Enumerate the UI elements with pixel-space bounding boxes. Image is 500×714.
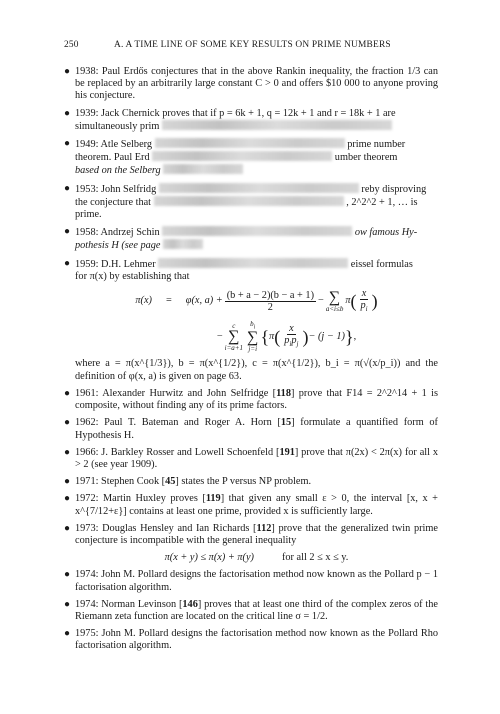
bullet-icon: ● — [64, 66, 71, 77]
citation: 15 — [280, 417, 292, 429]
formula-condition: for all 2 ≤ x ≤ y. — [281, 552, 349, 564]
redacted-block — [163, 164, 243, 174]
timeline-entry-1972 — [64, 493, 438, 517]
inequality-formula — [75, 552, 438, 564]
running-title: A. A TIME LINE OF SOME KEY RESULTS ON PRIME NUMBERS — [114, 40, 391, 50]
bullet-icon: ● — [64, 522, 71, 534]
citation: 191 — [279, 446, 295, 458]
entry-text: 1971: Stephen Cook [ — [75, 476, 166, 488]
citation: 45 — [165, 476, 176, 488]
entry-text: 1938: Paul Erdős conjectures that in the above Rankin inequality, the fraction 1/3 can be replaced by an arbitrarily large constant C > 0 and offers $10 000 to anyone proving his conjecture. — [75, 66, 438, 102]
redacted-block — [159, 183, 359, 193]
entry-text: 1961: Alexander Hurwitz and John Selfridge [ — [75, 387, 277, 399]
entry-text: prime. — [75, 209, 102, 221]
bullet-icon: ● — [64, 107, 71, 119]
timeline-entry-1961 — [64, 388, 438, 412]
redacted-block — [162, 226, 352, 236]
timeline-entry-1974-levinson — [64, 599, 438, 623]
bullet-icon: ● — [64, 628, 71, 640]
bullet-icon: ● — [64, 138, 71, 150]
timeline-entry-1959 — [64, 258, 438, 383]
bullet-icon: ● — [64, 598, 71, 610]
entry-text: ] prove that F14 = 2^2^14 + 1 is composite, without finding any of its prime factors. — [75, 387, 438, 412]
entry-text: 1974: Norman Levinson [ — [75, 598, 183, 610]
timeline-entry-1949 — [64, 138, 438, 178]
redacted-block — [162, 120, 392, 130]
timeline-entry-1953 — [64, 183, 438, 222]
entry-text: ] that given any small ε > 0, the interval [x, x + x^{7/12+ε}] contains at least one prime, provided x is sufficiently large. — [75, 493, 438, 517]
timeline-entry-1975 — [64, 628, 438, 652]
entry-text: based on the Selberg — [75, 165, 161, 177]
timeline-entry-1966 — [64, 447, 438, 471]
entry-text: 1966: J. Barkley Rosser and Lowell Schoenfeld [ — [75, 446, 280, 458]
entry-text: 1939: Jack Chernick proves that if p = 6k + 1, q = 12k + 1 and r = 18k + 1 are — [75, 107, 396, 119]
entry-text: 1959: D.H. Lehmer — [75, 258, 156, 270]
redacted-block — [163, 239, 203, 249]
entry-text: ] formulate a quantified form of Hypothesis H. — [75, 417, 438, 441]
entry-text: ] prove that the generalized twin prime conjecture is incompatible with the general inequality — [75, 522, 438, 546]
entry-text: theorem. Paul Erd — [75, 152, 150, 164]
meissel-formula-line1: π(x) = φ(x, a) + $\frac{(b + a - 2)(b - a + 1)}{2}$ − ∑ a<i≤b π ( $\frac{x}{p_i}$ ) — [135, 288, 378, 314]
timeline-entry-1973 — [64, 523, 438, 565]
timeline-entry-1974-pollard — [64, 569, 438, 593]
entry-text: prime number — [347, 139, 406, 151]
entry-text: reby disproving — [361, 183, 427, 195]
citation: 119 — [205, 493, 221, 505]
entry-text: for π(x) by establishing that — [75, 270, 190, 282]
bullet-icon: ● — [64, 257, 71, 269]
redacted-block — [152, 151, 332, 161]
entry-text: 1962: Paul T. Bateman and Roger A. Horn [ — [75, 417, 281, 429]
entry-text: , 2^2^2 + 1, … is — [346, 196, 418, 208]
entry-text: ] proves that at least one third of the complex zeros of the Riemann zeta function are located on the critical line σ = 1/2. — [75, 598, 439, 622]
formula-text: π(x + y) ≤ π(x) + π(y) — [164, 552, 254, 564]
entry-text: 1953: John Selfridg — [75, 183, 157, 195]
bullet-icon: ● — [64, 226, 71, 238]
meissel-formula-line2: − c ∑ i=a+1 $b_i$ ∑ j=i { π ( $\frac{x}{p_ip_j}$ ) − (j − 1) } , — [216, 320, 357, 354]
running-header — [64, 40, 438, 58]
timeline-entry-1938 — [64, 66, 438, 103]
page — [64, 40, 438, 658]
bullet-icon: ● — [64, 476, 71, 488]
entry-text: simultaneously prim — [75, 120, 160, 132]
bullet-icon: ● — [64, 446, 71, 458]
entry-text: 1974: John M. Pollard designs the factorisation method now known as the Pollard p − 1 factorisation algorithm. — [75, 569, 438, 593]
entry-text: pothesis H (see page — [75, 240, 161, 252]
timeline-entry-1962 — [64, 417, 438, 441]
entry-text: ] prove that π(2x) < 2π(x) for all x > 2 (see year 1909). — [75, 446, 439, 470]
entry-text: 1949: Atle Selberg — [75, 139, 153, 151]
entry-text: eissel formulas — [350, 258, 413, 270]
citation: 112 — [256, 522, 272, 534]
redacted-block — [155, 138, 345, 148]
bullet-icon: ● — [64, 182, 71, 194]
redacted-block — [154, 196, 344, 206]
entry-text: ] states the P versus NP problem. — [175, 476, 312, 488]
entry-text: ow famous Hy- — [354, 227, 418, 239]
citation: 146 — [182, 598, 198, 610]
entry-text: 1973: Douglas Hensley and Ian Richards [ — [75, 522, 257, 534]
entry-text: 1972: Martin Huxley proves [ — [75, 493, 206, 505]
timeline-entry-1958 — [64, 226, 438, 252]
entry-text: where a = π(x^{1/3}), b = π(x^{1/2}), c = π(x^{1/2}), b_i = π(√(x/p_i)) and the definition of φ(x, a) is given on page 63. — [75, 358, 438, 382]
bullet-icon: ● — [64, 417, 71, 429]
timeline-list — [64, 66, 438, 653]
entry-text: umber theorem — [334, 152, 398, 164]
timeline-entry-1939 — [64, 108, 438, 133]
entry-text: 1958: Andrzej Schin — [75, 227, 160, 239]
entry-text: 1975: John M. Pollard designs the factorisation method now known as the Pollard Rho factorisation algorithm. — [75, 628, 438, 652]
entry-text: the conjecture that — [75, 196, 152, 208]
bullet-icon: ● — [64, 493, 71, 505]
bullet-icon: ● — [64, 569, 71, 581]
timeline-entry-1971 — [64, 476, 438, 488]
bullet-icon: ● — [64, 387, 71, 399]
citation: 118 — [276, 387, 291, 399]
page-number: 250 — [64, 40, 79, 50]
redacted-block — [158, 258, 348, 268]
